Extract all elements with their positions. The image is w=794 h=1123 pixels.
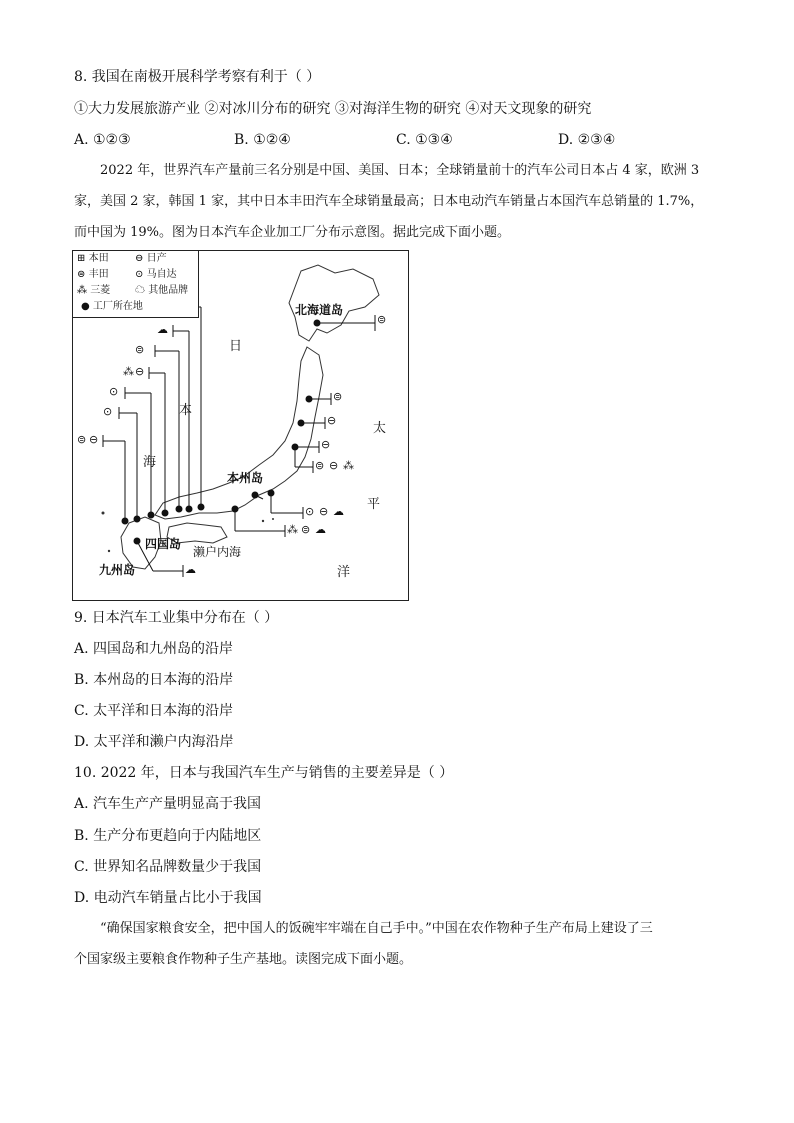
label-shikoku: 四国岛 [145, 537, 182, 551]
q8-option-c[interactable]: C. ①③④ [396, 132, 453, 148]
q8-stem: 8. 我国在南极开展科学考察有利于（ ） [74, 69, 321, 85]
nissan-icon: ⊖ [89, 433, 99, 446]
label-sea-of-japan-2: 本 [179, 403, 193, 418]
passage1-line2: 家，美国 2 家，韩国 1 家，其中日本丰田汽车全球销量最高；日本电动汽车销量占本国汽车总销量的 1.7%， [74, 194, 704, 209]
passage1-line3: 而中国为 19%。图为日本汽车企业加工厂分布示意图。据此完成下面小题。 [74, 225, 511, 240]
nissan-icon: ⊖ [329, 459, 339, 472]
q10-option-b[interactable]: B. 生产分布更趋向于内陆地区 [74, 828, 262, 844]
q9-option-d[interactable]: D. 太平洋和濑户内海沿岸 [74, 734, 234, 750]
q9-stem: 9. 日本汽车工业集中分布在（ ） [74, 610, 279, 626]
label-sea-of-japan-3: 海 [143, 455, 157, 470]
legend-mazda: 马自达 [146, 269, 177, 280]
mazda-icon: ⊙ [103, 405, 113, 418]
label-sea-of-japan-1: 日 [229, 339, 243, 354]
label-pacific-3: 洋 [337, 565, 351, 580]
map-legend [73, 251, 199, 318]
toyota-icon: ⊜ [315, 459, 325, 472]
q8-option-d[interactable]: D. ②③④ [558, 132, 616, 148]
q9-option-c[interactable]: C. 太平洋和日本海的沿岸 [74, 703, 234, 719]
legend-other: 其他品牌 [148, 285, 189, 296]
nissan-icon: ⊖ [319, 505, 329, 518]
legend-factory: 工厂所在地 [92, 301, 143, 312]
label-pacific-2: 平 [367, 497, 381, 512]
mitsubishi-icon: ⁂ [287, 523, 298, 536]
legend-nissan: 日产 [146, 253, 167, 264]
other-icon: ☁ [135, 285, 145, 296]
mazda-icon: ⊙ [135, 269, 144, 280]
legend-honda: 本田 [88, 253, 109, 264]
q10-option-a[interactable]: A. 汽车生产产量明显高于我国 [74, 796, 262, 812]
passage2-line2: 个国家级主要粮食作物种子生产基地。读图完成下面小题。 [74, 952, 413, 967]
toyota-icon: ⊜ [333, 390, 343, 403]
honshu-outline [155, 347, 323, 519]
mitsubishi-icon: ⁂ [343, 459, 354, 472]
passage1-line1: 2022 年，世界汽车产量前三名分别是中国、美国、日本；全球销量前十的汽车公司日本占 4 家，欧洲 3 [100, 163, 700, 178]
label-honshu: 本州岛 [227, 471, 264, 485]
toyota-icon: ⊜ [377, 313, 387, 326]
nissan-icon: ⊖ [327, 414, 337, 427]
q10-option-c[interactable]: C. 世界知名品牌数量少于我国 [74, 859, 262, 875]
q8-items: ①大力发展旅游产业 ②对冰川分布的研究 ③对海洋生物的研究 ④对天文现象的研究 [74, 101, 592, 117]
mitsubishi-icon: ⁂ [123, 365, 134, 378]
mitsubishi-icon: ⁂ [77, 285, 87, 296]
nissan-icon: ⊖ [135, 253, 144, 264]
q9-option-b[interactable]: B. 本州岛的日本海的沿岸 [74, 672, 234, 688]
other-icon: ☁ [333, 505, 344, 518]
toyota-icon: ⊜ [77, 269, 86, 280]
label-hokkaido: 北海道岛 [295, 303, 344, 317]
other-icon: ☁ [185, 563, 196, 576]
toyota-icon: ⊜ [301, 523, 311, 536]
mazda-icon: ⊙ [109, 385, 119, 398]
mazda-icon: ⊙ [305, 505, 315, 518]
passage2-line1: “确保国家粮食安全，把中国人的饭碗牢牢端在自己手中。”中国在农作物种子生产布局上建设了三 [100, 921, 653, 936]
nissan-icon: ⊖ [321, 438, 331, 451]
label-pacific-1: 太 [373, 421, 387, 436]
honda-icon: ⊞ [77, 253, 86, 264]
q10-stem: 10. 2022 年，日本与我国汽车生产与销售的主要差异是（ ） [74, 765, 454, 781]
label-seto-inland-sea: 濑户内海 [193, 545, 242, 559]
q9-option-a[interactable]: A. 四国岛和九州岛的沿岸 [74, 641, 234, 657]
q10-option-d[interactable]: D. 电动汽车销量占比小于我国 [74, 890, 262, 906]
toyota-icon: ⊜ [135, 343, 145, 356]
japan-auto-factory-map [72, 250, 409, 601]
other-icon: ☁ [157, 323, 168, 336]
q8-option-a[interactable]: A. ①②③ [74, 132, 131, 148]
q8-option-b[interactable]: B. ①②④ [234, 132, 291, 148]
legend-mitsubishi: 三菱 [90, 285, 111, 296]
nissan-icon: ⊖ [135, 365, 145, 378]
toyota-icon: ⊜ [77, 433, 87, 446]
factory-icon: ● [81, 301, 90, 312]
other-icon: ☁ [315, 523, 326, 536]
legend-toyota: 丰田 [88, 269, 109, 280]
label-kyushu: 九州岛 [99, 563, 136, 577]
